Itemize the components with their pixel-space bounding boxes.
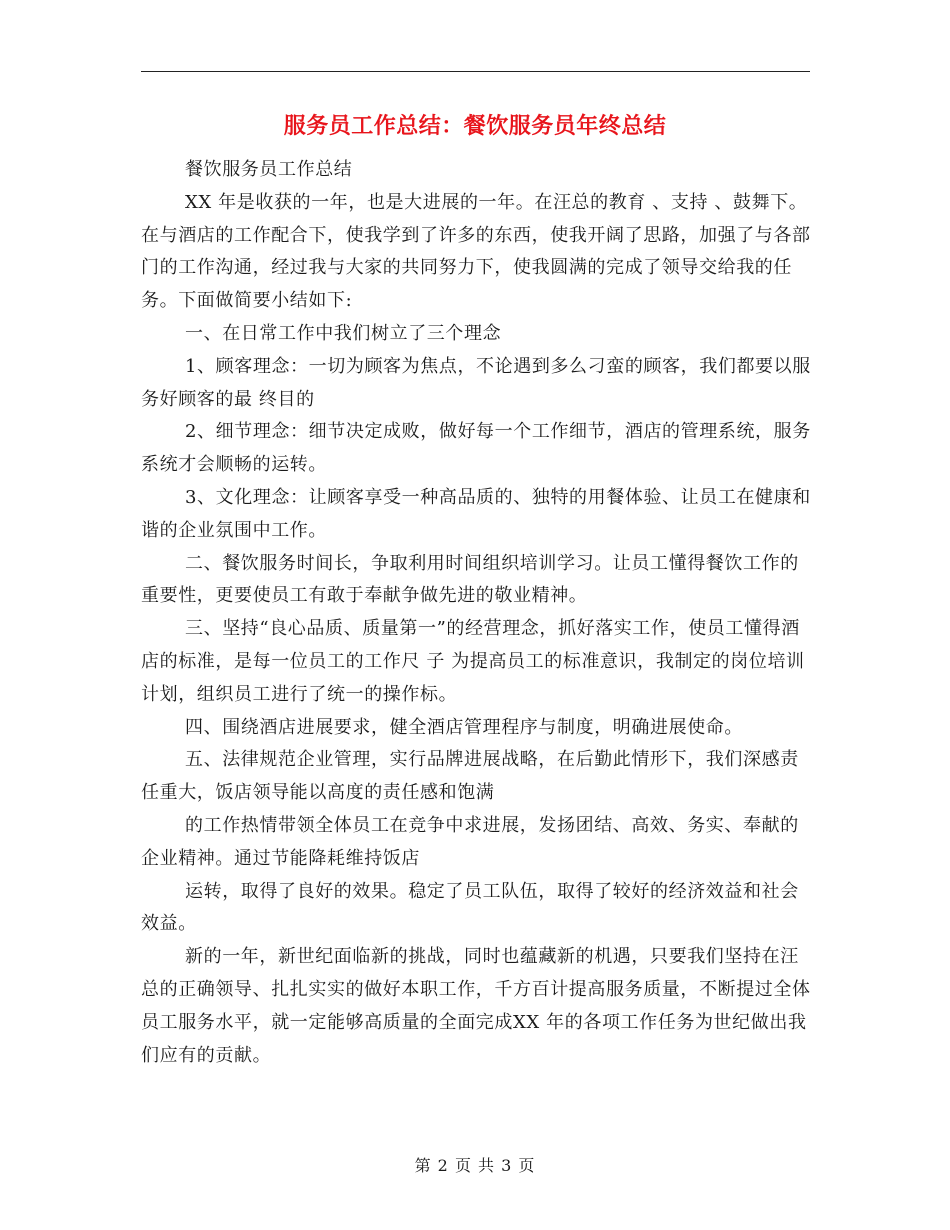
paragraph: 运转，取得了良好的效果。稳定了员工队伍，取得了较好的经济效益和社会效益。 <box>141 880 799 935</box>
document-body <box>141 154 811 1072</box>
paragraph: 2、细节理念：细节决定成败，做好每一个工作细节，酒店的管理系统，服务系统才会顺畅的运转。 <box>141 421 811 476</box>
document-title: 服务员工作总结：餐饮服务员年终总结 <box>283 114 667 139</box>
paragraph: 五、法律规范企业管理，实行品牌进展战略，在后勤此情形下，我们深感责任重大，饭店领导能以高度的责任感和饱满 <box>141 749 799 804</box>
paragraph: 二、餐饮服务时间长，争取利用时间组织培训学习。让员工懂得餐饮工作的重要性，更要使员工有敢于奉献争做先进的敬业精神。 <box>141 552 799 607</box>
header-rule <box>141 71 810 72</box>
paragraph: 四、围绕酒店进展要求，健全酒店管理程序与制度，明确进展使命。 <box>185 716 743 738</box>
paragraph: 1、顾客理念：一切为顾客为焦点，不论遇到多么刁蛮的顾客，我们都要以服务好顾客的最 终目的 <box>141 355 811 410</box>
paragraph: 一、在日常工作中我们树立了三个理念 <box>185 322 502 344</box>
paragraph: 餐饮服务员工作总结 <box>185 159 353 180</box>
paragraph: 三、坚持“良心品质、质量第一”的经营理念，抓好落实工作，使员工懂得酒店的标准，是每一位员工的工作尺 子 为提高员工的标准意识，我制定的岗位培训计划，组织员工进行了统一的操作标。 <box>141 618 805 705</box>
page-number: 第 2 页 共 3 页 <box>414 1156 536 1175</box>
paragraph: 的工作热情带领全体员工在竞争中求进展，发扬团结、高效、务实、奉献的企业精神。通过节能降耗维持饭店 <box>141 814 799 869</box>
paragraph: 新的一年，新世纪面临新的挑战，同时也蕴藏新的机遇，只要我们坚持在汪总的正确领导、扎扎实实的做好本职工作，千方百计提高服务质量，不断提过全体员工服务水平，就一定能够高质量的全面完成XX 年的各项工作任务为世纪做出我们应有的贡献。 <box>141 946 811 1066</box>
paragraph: 3、文化理念：让顾客享受一种高品质的、独特的用餐体验、让员工在健康和谐的企业氛围中工作。 <box>141 486 811 541</box>
paragraph: XX 年是收获的一年，也是大进展的一年。在汪总的教育 、支持 、鼓舞下。在与酒店的工作配合下，使我学到了许多的东西，使我开阔了思路，加强了与各部门的工作沟通，经过我与大家的共同努力下，使我圆满的完成了领导交给我的任务。下面做简要小结如下: <box>141 191 811 312</box>
